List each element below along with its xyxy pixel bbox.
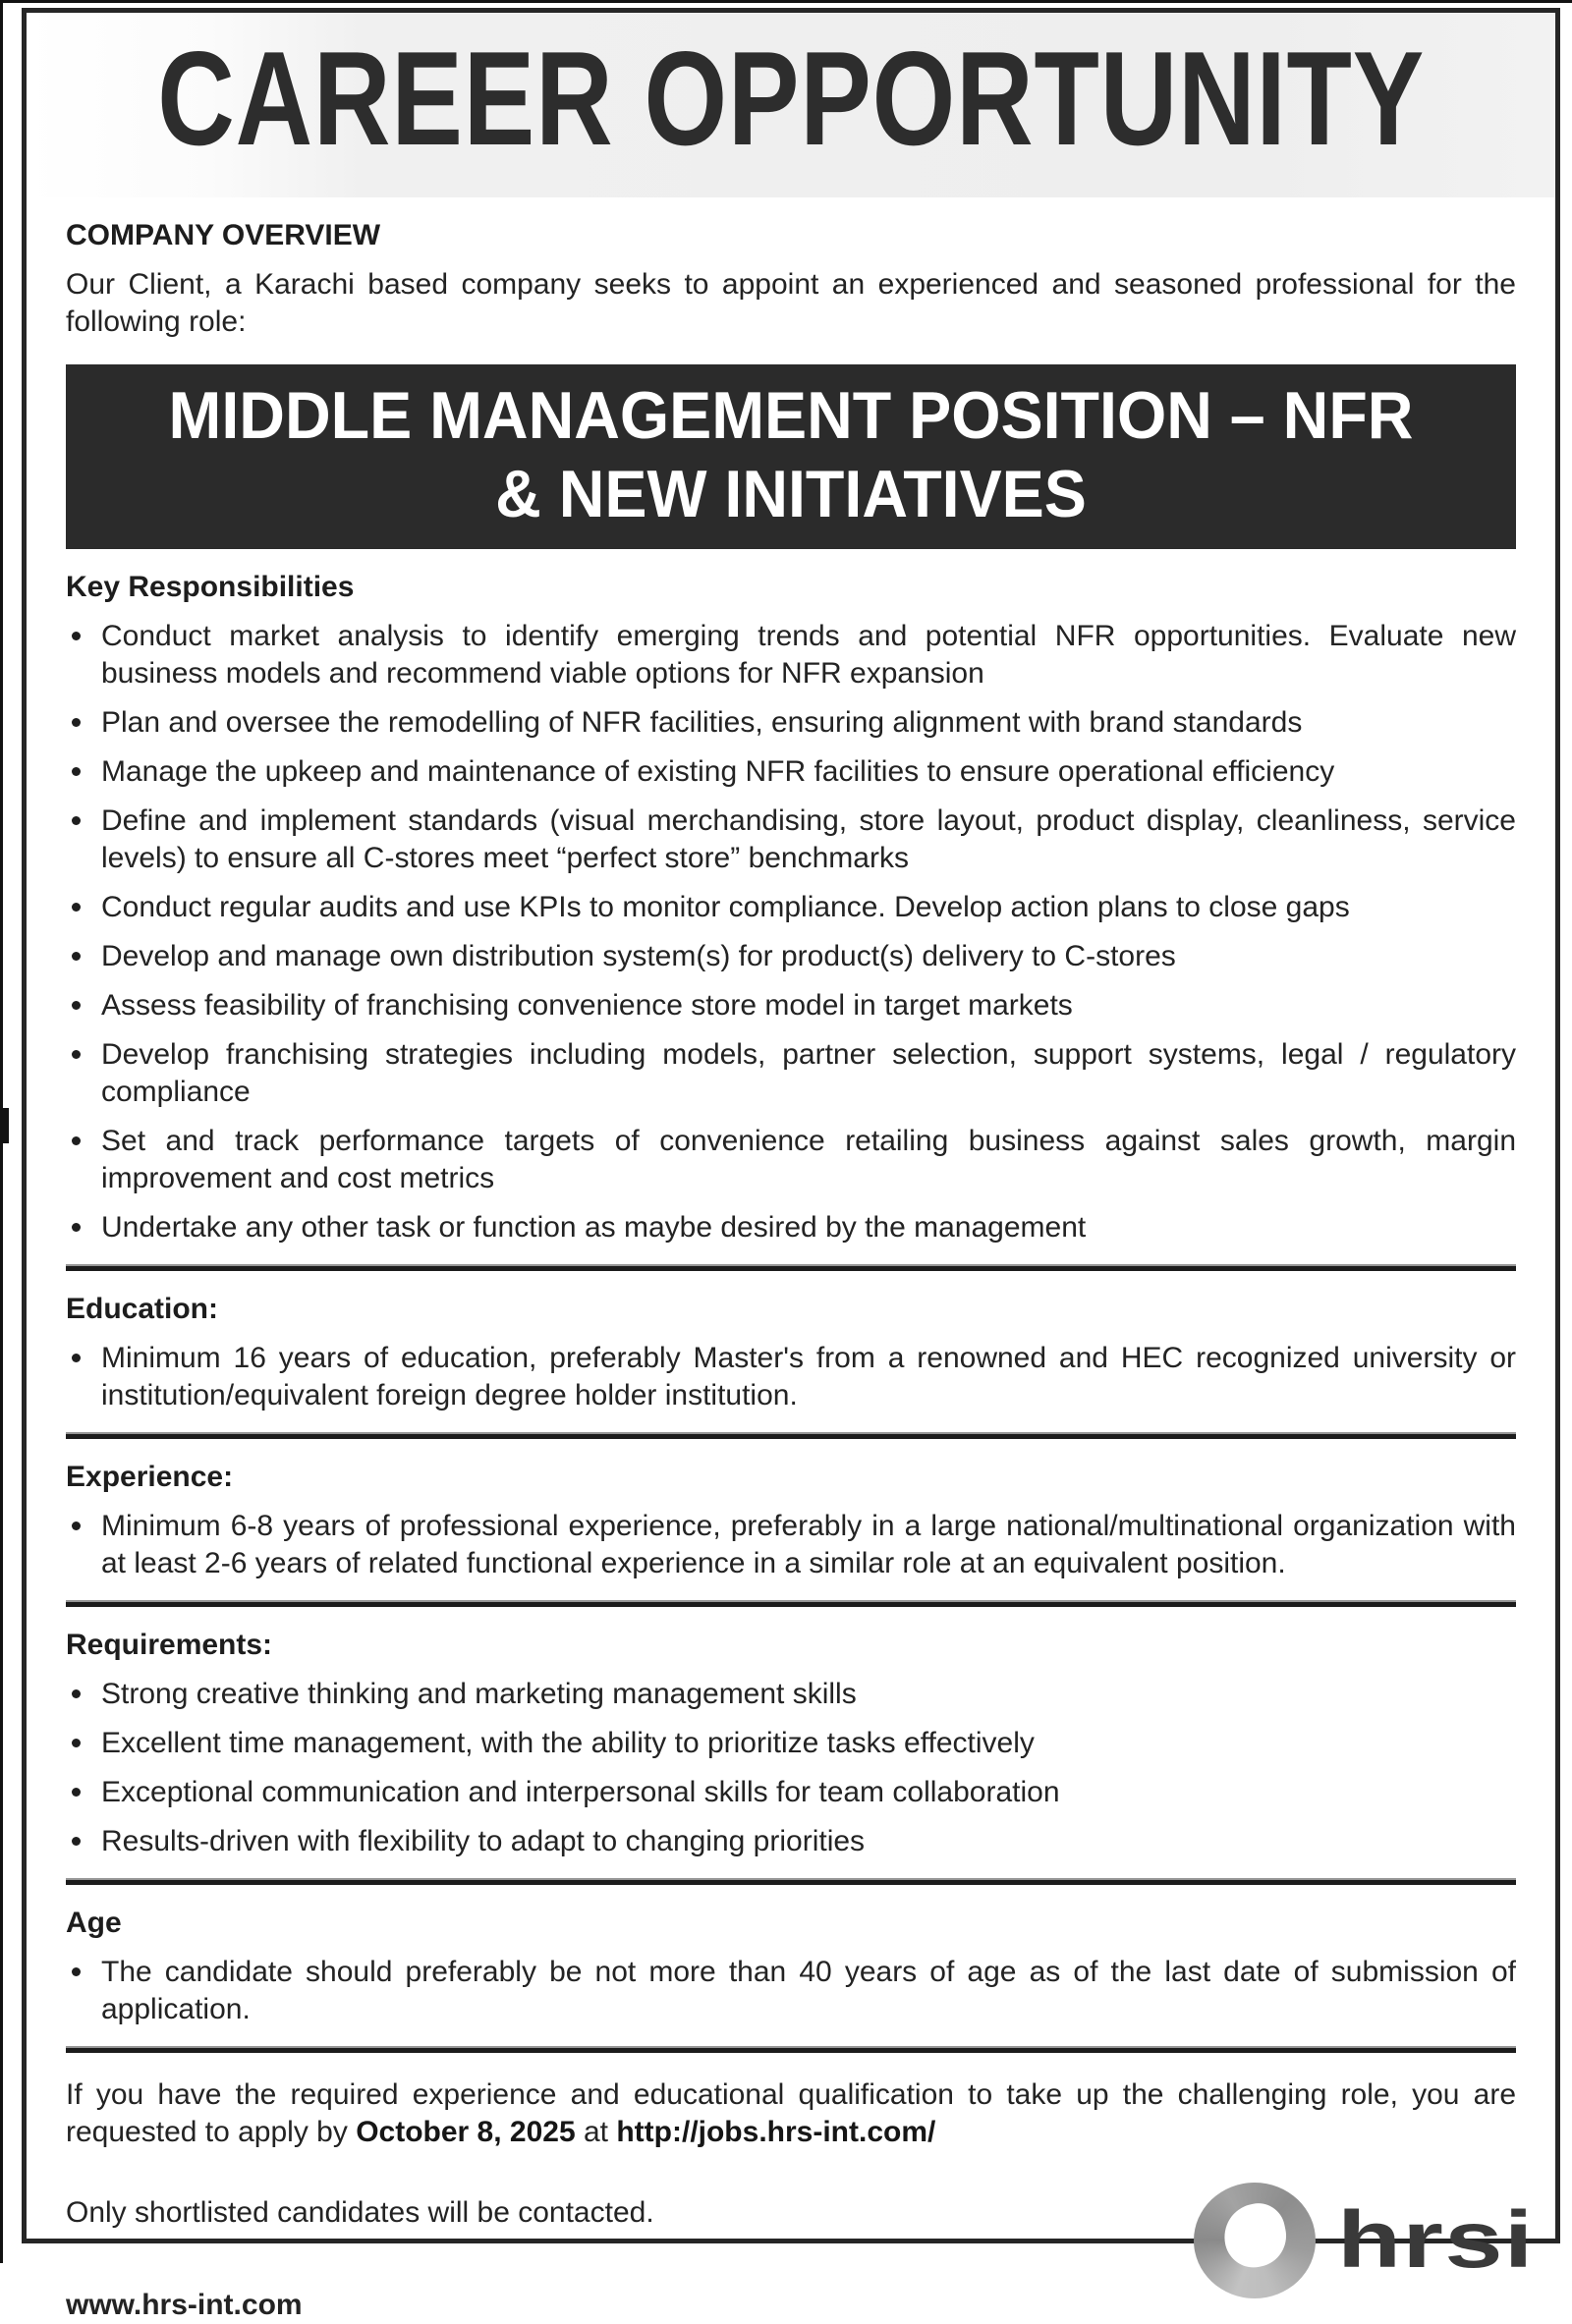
bullet-text: Results-driven with flexibility to adapt to changing priorities — [101, 1825, 866, 1857]
bullet-text: Develop franchising strategies including models, partner selection, support systems, legal / regulatory compliance — [101, 1038, 1516, 1108]
newspaper-left-rule-tick — [0, 1108, 9, 1143]
bullet-text: Manage the upkeep and maintenance of existing NFR facilities to ensure operational efficiency — [101, 755, 1335, 788]
bullet-text: Conduct market analysis to identify emerging trends and potential NFR opportunities. Evaluate new business models and recommend viable options for NFR expansion — [101, 620, 1516, 690]
ad-footer — [66, 2076, 1535, 2324]
section-heading-age: Age — [66, 1907, 122, 1939]
bullet-dot — [72, 1223, 81, 1232]
bullet-dot — [72, 1837, 81, 1846]
bullet-dot — [72, 1967, 81, 1976]
list-item — [66, 1123, 1516, 1197]
ad-content — [27, 219, 1555, 2324]
bullet-dot — [72, 1522, 81, 1530]
bullet-text: The candidate should preferably be not more than 40 years of age as of the last date of submission of application. — [101, 1956, 1516, 2025]
section-heading-key-responsibilities: Key Responsibilities — [66, 571, 355, 603]
section-divider — [66, 1600, 1516, 1607]
list-item — [66, 1676, 1516, 1713]
list-item — [66, 704, 1516, 742]
bullet-dot — [72, 767, 81, 776]
logo-ring-icon — [1194, 2183, 1316, 2298]
section-divider — [66, 1432, 1516, 1439]
shortlist-note: Only shortlisted candidates will be contacted. — [66, 2196, 654, 2229]
website-text: www.hrs-int.com — [66, 2289, 303, 2321]
company-overview-heading: COMPANY OVERVIEW — [66, 219, 381, 251]
bullet-dot — [72, 1136, 81, 1145]
bullet-dot — [72, 632, 81, 640]
bullet-dot — [72, 1354, 81, 1362]
logo-wordmark: hrsi — [1336, 2195, 1535, 2285]
bullet-text: Assess feasibility of franchising convenience store model in target markets — [101, 989, 1073, 1022]
apply-url: http://jobs.hrs-int.com/ — [616, 2116, 936, 2148]
section-heading-education: Education: — [66, 1293, 218, 1325]
list-item — [66, 618, 1516, 692]
bullet-dot — [72, 1050, 81, 1059]
section-divider — [66, 1878, 1516, 1885]
list-item — [66, 1823, 1516, 1860]
bullet-text: Define and implement standards (visual merchandising, store layout, product display, cleanliness, service levels) to ensure all C-stores meet “perfect store” benchmarks — [101, 804, 1516, 874]
list-item — [66, 1209, 1516, 1246]
bullet-dot — [72, 1739, 81, 1747]
section-divider — [66, 1264, 1516, 1271]
list-item — [66, 753, 1516, 791]
position-banner — [66, 364, 1516, 549]
list-item — [66, 938, 1516, 975]
list-item — [66, 1508, 1516, 1582]
list-item — [66, 802, 1516, 877]
apply-deadline: October 8, 2025 — [356, 2116, 576, 2148]
position-banner-line1: MIDDLE MANAGEMENT POSITION – NFR — [168, 378, 1414, 453]
list-item — [66, 987, 1516, 1024]
bullet-text: Conduct regular audits and use KPIs to monitor compliance. Develop action plans to close gaps — [101, 891, 1350, 923]
company-overview-text: Our Client, a Karachi based company seeks to appoint an experienced and seasoned professional for the following role: — [66, 268, 1516, 338]
ad-title: CAREER OPPORTUNITY — [157, 24, 1425, 173]
bullet-text: Set and track performance targets of convenience retailing business against sales growth, margin improvement and cost metrics — [101, 1125, 1516, 1194]
bullet-dot — [72, 1689, 81, 1698]
bullet-dot — [72, 1788, 81, 1797]
bullet-dot — [72, 1001, 81, 1010]
bullet-dot — [72, 718, 81, 727]
bullet-text: Plan and oversee the remodelling of NFR facilities, ensuring alignment with brand standards — [101, 706, 1303, 739]
bullet-text: Develop and manage own distribution system(s) for product(s) delivery to C-stores — [101, 940, 1176, 972]
apply-text-prefix: If you have the required experience and educational qualification to take up the challenging role, you are requested to apply by — [66, 2078, 1516, 2148]
bullet-text: Undertake any other task or function as maybe desired by the management — [101, 1211, 1087, 1244]
logo-ring-hole — [1218, 2198, 1292, 2273]
section-heading-experience: Experience: — [66, 1461, 234, 1493]
bullet-text: Minimum 16 years of education, preferably Master's from a renowned and HEC recognized university or institution/equivalent foreign degree holder institution. — [101, 1342, 1516, 1411]
newspaper-top-rule — [0, 0, 1572, 3]
bullet-text: Exceptional communication and interpersonal skills for team collaboration — [101, 1776, 1060, 1808]
job-ad-frame — [22, 8, 1560, 2321]
bullet-text: Excellent time management, with the ability to prioritize tasks effectively — [101, 1727, 1035, 1759]
bullet-dot — [72, 952, 81, 961]
list-item — [66, 889, 1516, 926]
list-item — [66, 1036, 1516, 1111]
apply-text-connector: at — [575, 2116, 617, 2148]
list-item — [66, 1774, 1516, 1811]
list-item — [66, 1725, 1516, 1762]
bullet-dot — [72, 903, 81, 912]
hrsi-logo — [1194, 2183, 1535, 2298]
section-divider — [66, 2046, 1516, 2053]
list-item — [66, 1340, 1516, 1414]
ad-header-band — [27, 13, 1555, 197]
section-heading-requirements: Requirements: — [66, 1629, 273, 1661]
list-item — [66, 1954, 1516, 2028]
bullet-text: Minimum 6-8 years of professional experience, preferably in a large national/multinational organization with at least 2-6 years of related functional experience in a similar role at an equivalent position. — [101, 1510, 1516, 1579]
bullet-text: Strong creative thinking and marketing management skills — [101, 1678, 857, 1710]
bullet-dot — [72, 816, 81, 825]
position-banner-line2: & NEW INITIATIVES — [495, 457, 1087, 531]
apply-instructions — [66, 2076, 1516, 2151]
